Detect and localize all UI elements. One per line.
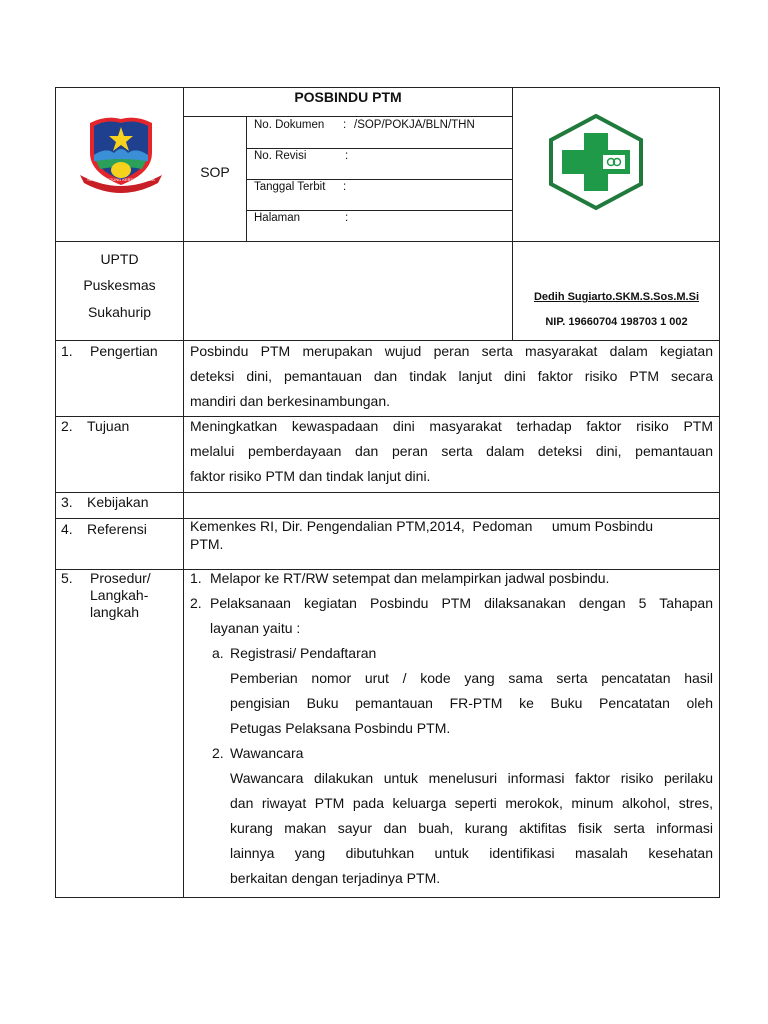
body-line: mandiri dan berkesinambungan. <box>190 393 391 409</box>
institution-line-name: Sukahurip <box>87 304 152 320</box>
meta-sep: : <box>343 119 347 131</box>
step-number: 2. <box>190 595 202 611</box>
body-line: deteksi dini, pemantauan dan tindak lanjut dini faktor risiko PTM secara <box>190 368 713 384</box>
body-line: PTM. <box>190 536 224 552</box>
section-number: 5. <box>61 570 73 586</box>
step-number: 1. <box>190 570 202 586</box>
substep-title: Wawancara <box>230 745 304 761</box>
meta-sep: : <box>343 181 347 193</box>
substep-line: dan riwayat PTM pada keluarga seperti merokok, minum alkohol, stres, <box>230 795 713 811</box>
meta-value: /SOP/POKJA/BLN/THN <box>354 119 475 131</box>
signatory-nip: NIP. 19660704 198703 1 002 <box>545 316 688 328</box>
section-title: Tujuan <box>87 418 130 434</box>
body-line: faktor risiko PTM dan tindak lanjut dini. <box>190 468 431 484</box>
meta-sep: : <box>345 212 349 224</box>
substep-line: Petugas Pelaksana Posbindu PTM. <box>230 720 451 736</box>
crest-banner-text: SATU TUNGTUNG KERTA RAHARJA <box>87 177 155 182</box>
section-number: 3. <box>61 494 73 510</box>
body-line: Posbindu PTM merupakan wujud peran serta masyarakat dalam kegiatan <box>190 343 713 359</box>
meta-label: No. Dokumen <box>254 119 325 131</box>
meta-label: No. Revisi <box>254 150 307 162</box>
step-line: Pelaksanaan kegiatan Posbindu PTM dilaksanakan dengan 5 Tahapan <box>210 595 713 611</box>
substep-line: kurang makan sayur dan buah, kurang aktifitas fisik serta informasi <box>230 820 713 836</box>
substep-line: Wawancara dilakukan untuk menelusuri informasi faktor risiko perilaku <box>230 770 713 786</box>
institution-line-puskesmas: Puskesmas <box>83 277 156 293</box>
section-number: 1. <box>61 343 73 359</box>
substep-title: Registrasi/ Pendaftaran <box>230 645 377 661</box>
section-number: 2. <box>61 418 73 434</box>
meta-label: Tanggal Terbit <box>254 181 326 193</box>
puskesmas-cross-icon <box>546 113 646 211</box>
body-line: melalui pemberdayaan dan peran serta dalam deteksi dini, pemantauan <box>190 443 713 459</box>
section-title-line: Langkah- <box>90 587 149 603</box>
substep-line: Pemberian nomor urut / kode yang sama serta pencatatan hasil <box>230 670 713 686</box>
institution-line-uptd: UPTD <box>100 251 139 267</box>
meta-label: Halaman <box>254 212 301 224</box>
body-line: Kemenkes RI, Dir. Pengendalian PTM,2014, Pedoman umum Posbindu <box>190 518 654 534</box>
step-line: layanan yaitu : <box>210 620 301 636</box>
signatory-name: Dedih Sugiarto.SKM.S.Sos.M.Si <box>533 291 700 303</box>
section-title: Kebijakan <box>87 494 149 510</box>
step-line: Melapor ke RT/RW setempat dan melampirkan jadwal posbindu. <box>210 570 610 586</box>
section-number: 4. <box>61 521 73 537</box>
section-title-line: Prosedur/ <box>90 570 151 586</box>
substep-line: berkaitan dengan terjadinya PTM. <box>230 870 441 886</box>
body-line: Meningkatkan kewaspadaan dini masyarakat terhadap faktor risiko PTM <box>190 418 713 434</box>
substep-line: lainnya yang dibutuhkan untuk identifikasi masalah kesehatan <box>230 845 713 861</box>
section-title: Pengertian <box>90 343 158 359</box>
meta-sep: : <box>345 150 349 162</box>
section-title: Referensi <box>87 521 147 537</box>
substep-number: a. <box>212 645 224 661</box>
document-title: POSBINDU PTM <box>294 89 402 105</box>
substep-number: 2. <box>212 745 224 761</box>
substep-line: pengisian Buku pemantauan FR-PTM ke Buku Pencatatan oleh <box>230 695 713 711</box>
regency-crest-icon <box>76 113 166 195</box>
sop-label: SOP <box>200 164 230 180</box>
section-title-line: langkah <box>90 604 140 620</box>
